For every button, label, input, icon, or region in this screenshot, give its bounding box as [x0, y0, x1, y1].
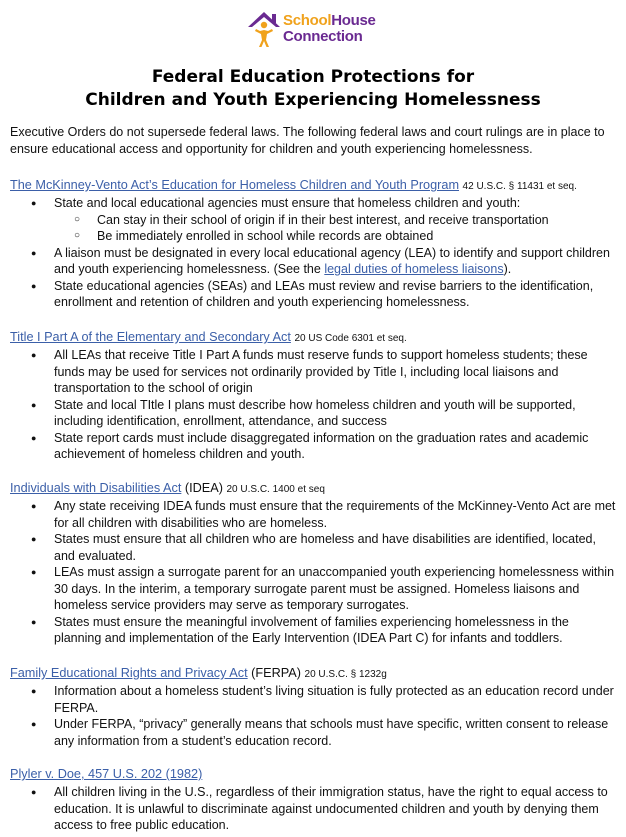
title-line-2: Children and Youth Experiencing Homelessness — [85, 90, 541, 110]
list-item: ● LEAs must assign a surrogate parent for an unaccompanied youth experiencing homelessness within 30 days. In the interim, a temporary surrogate parent must be assigned. Homeless liaisons and homeless service providers may serve as temporary surrogates. — [10, 564, 618, 614]
list-item: ● Under FERPA, “privacy” generally means that schools must have specific, written consent to release any information from a student’s education record. — [10, 716, 618, 749]
intro-paragraph: Executive Orders do not supersede federal laws. The following federal laws and court rulings are in place to ensure educational access and opportunity for children and youth experiencing homelessness. — [10, 125, 605, 156]
bullet-list — [10, 347, 618, 463]
liaison-text-pre: A liaison must be designated in every local educational agency (LEA) to identify and support children and youth experiencing homelessness. (See the — [54, 245, 610, 276]
section-citation: 20 U.S.C. § 1232g — [304, 669, 387, 680]
section-citation: 20 US Code 6301 et seq. — [294, 333, 407, 344]
list-item: ● States must ensure that all children who are homeless and have disabilities are identified, located, and evaluated. — [10, 531, 618, 564]
section-citation: 20 U.S.C. 1400 et seq — [226, 484, 325, 495]
section-heading — [10, 177, 618, 195]
list-item: ● State report cards must include disaggregated information on the graduation rates and academic achievement of homeless children and youth. — [10, 430, 618, 463]
list-item: ● Any state receiving IDEA funds must ensure that the requirements of the McKinney-Vento Act are met for all children with disabilities who are homeless. — [10, 498, 618, 531]
section-suffix: (FERPA) — [247, 666, 301, 680]
section-heading — [10, 665, 618, 683]
section-mckinney-vento — [10, 177, 618, 311]
page-title — [0, 66, 626, 112]
sub-bullet-list — [54, 212, 618, 245]
section-heading — [10, 329, 618, 347]
logo-school-text: School — [283, 12, 332, 29]
list-item: ● All children living in the U.S., regardless of their immigration status, have the right to equal access to education. It is unlawful to discriminate against undocumented children and youth by denying them access to free public education. — [10, 784, 618, 834]
schoolhouse-connection-logo[interactable] — [246, 9, 386, 49]
bullet-list — [10, 195, 618, 311]
list-item: ● Information about a homeless student’s living situation is fully protected as an education record under FERPA. — [10, 683, 618, 716]
title-line-1: Federal Education Protections for — [151, 67, 475, 87]
list-item — [10, 195, 618, 245]
section-ferpa — [10, 665, 618, 749]
sub-list-item: ○ Be immediately enrolled in school while records are obtained — [54, 228, 618, 245]
list-item: ● State educational agencies (SEAs) and LEAs must review and revise barriers to the identification, enrollment and retention of children and youth experiencing homelessness. — [10, 278, 618, 311]
bullet-list — [10, 784, 618, 834]
sub-list-item: ○ Can stay in their school of origin if in their best interest, and receive transportation — [54, 212, 618, 229]
ferpa-link[interactable]: Family Educational Rights and Privacy Act — [10, 666, 248, 680]
bullet-list — [10, 498, 618, 647]
section-heading — [10, 766, 618, 784]
section-heading — [10, 480, 618, 498]
list-item: ● All LEAs that receive Title I Part A funds must reserve funds to support homeless students; these funds may be used for services not ordinarily provided by Title I, including local liaisons and transportation to the school of origin — [10, 347, 618, 397]
bullet-text: State and local educational agencies must ensure that homeless children and youth: — [54, 196, 521, 210]
section-citation: 42 U.S.C. § 11431 et seq. — [462, 181, 577, 192]
mckinney-vento-link[interactable]: The McKinney-Vento Act’s Education for Homeless Children and Youth Program — [10, 178, 460, 192]
house-family-icon — [246, 9, 282, 49]
logo-wordmark — [283, 13, 376, 45]
plyler-v-doe-link[interactable]: Plyler v. Doe, 457 U.S. 202 (1982) — [10, 767, 203, 781]
liaison-text-post: ). — [503, 262, 512, 276]
logo-connection-text: Connection — [283, 28, 363, 45]
logo-house-text: House — [331, 12, 376, 29]
title-one-link[interactable]: Title I Part A of the Elementary and Secondary Act — [10, 330, 291, 344]
bullet-list — [10, 683, 618, 749]
list-item — [10, 245, 618, 278]
idea-link[interactable]: Individuals with Disabilities Act — [10, 481, 182, 495]
legal-duties-liaisons-link[interactable]: legal duties of homeless liaisons — [324, 262, 504, 276]
list-item: ● State and local TItle I plans must describe how homeless children and youth will be supported, including identification, enrollment, attendance, and success — [10, 397, 618, 430]
list-item: ● States must ensure the meaningful involvement of families experiencing homelessness in the planning and implementation of the Early Intervention (IDEA Part C) for infants and toddlers. — [10, 614, 618, 647]
section-idea — [10, 480, 618, 647]
section-plyler-v-doe — [10, 766, 618, 834]
section-title-one — [10, 329, 618, 463]
section-suffix: (IDEA) — [181, 481, 223, 495]
